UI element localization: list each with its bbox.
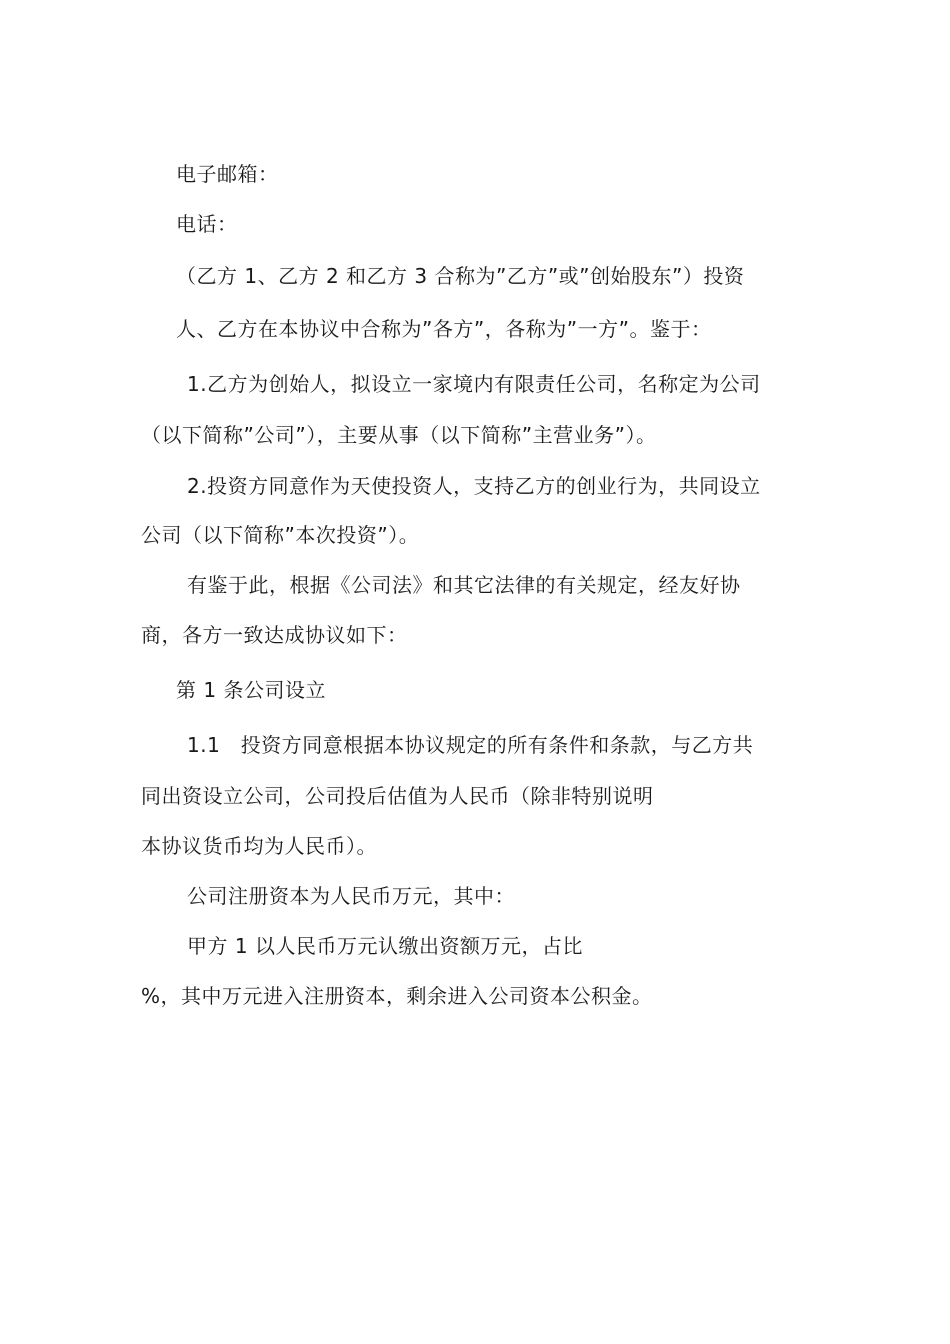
recital-2-line-1: 2.投资方同意作为天使投资人，支持乙方的创业行为，共同设立 — [187, 474, 761, 498]
party-definition-line-1: （乙方 1、乙方 2 和乙方 3 合称为”乙方”或”创始股东”）投资 — [176, 264, 745, 288]
party-a-contribution-line-2: %，其中万元进入注册资本，剩余进入公司资本公积金。 — [141, 984, 653, 1008]
whereas-line-2: 商，各方一致达成协议如下： — [141, 623, 408, 647]
clause-1-1-line-3: 本协议货币均为人民币）。 — [141, 834, 377, 858]
clause-1-1-line-1: 1.1 投资方同意根据本协议规定的所有条件和条款，与乙方共 — [187, 733, 754, 757]
party-definition-line-2: 人、乙方在本协议中合称为”各方”，各称为”一方”。鉴于： — [176, 317, 712, 341]
clause-1-1-line-2: 同出资设立公司，公司投后估值为人民币（除非特别说明 — [141, 784, 654, 808]
article-1-heading: 第 1 条公司设立 — [176, 678, 326, 702]
recital-2-line-2: 公司（以下简称”本次投资”）。 — [141, 523, 420, 547]
email-line: 电子邮箱： — [176, 162, 279, 186]
party-a-contribution-line-1: 甲方 1 以人民币万元认缴出资额万元，占比 — [187, 934, 583, 958]
recital-1-line-2: （以下简称”公司”），主要从事（以下简称”主营业务”）。 — [141, 423, 657, 447]
recital-1-line-1: 1.乙方为创始人，拟设立一家境内有限责任公司，名称定为公司 — [187, 372, 761, 396]
whereas-line-1: 有鉴于此，根据《公司法》和其它法律的有关规定，经友好协 — [187, 573, 741, 597]
registered-capital-line: 公司注册资本为人民币万元，其中： — [187, 884, 515, 908]
phone-line: 电话： — [176, 212, 238, 236]
